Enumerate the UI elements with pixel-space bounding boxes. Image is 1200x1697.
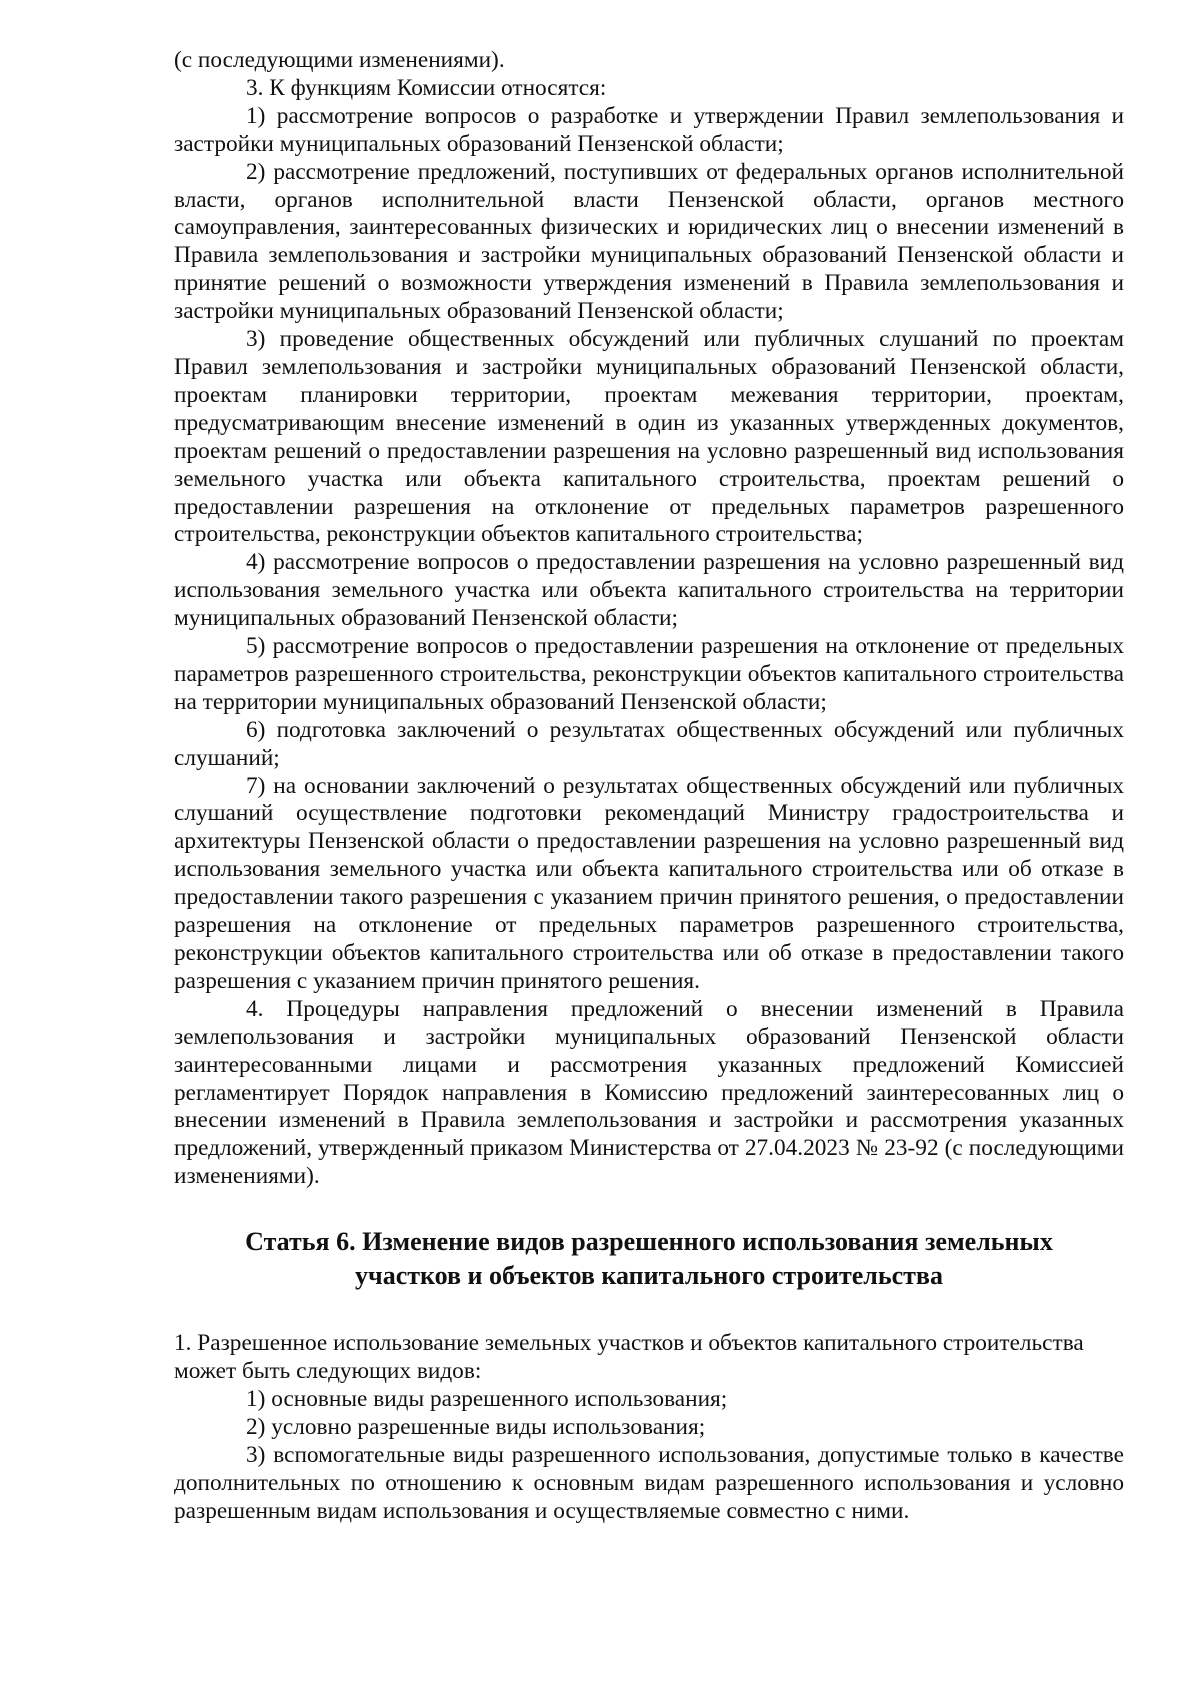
article-6-section bbox=[174, 1330, 1124, 1525]
list-item: 2) условно разрешенные виды использования; bbox=[246, 1413, 706, 1440]
list-item: 4) рассмотрение вопросов о предоставлении разрешения на условно разрешенный вид использования земельного участка или объекта капитального строительства на территории муниципальных образований Пензенской области; bbox=[174, 549, 1124, 632]
paragraph: (с последующими изменениями). bbox=[174, 47, 505, 73]
list-item: 3) вспомогательные виды разрешенного использования, допустимые только в качестве дополнительных по отношению к основным видам разрешенного использования и условно разрешенным видам использования и осуществляемые совместно с ними. bbox=[174, 1441, 1124, 1524]
paragraph: 4. Процедуры направления предложений о внесении изменений в Правила землепользования и застройки муниципальных образований Пензенской области заинтересованными лицами и рассмотрения указанных предложений Комиссией регламентирует Порядок направления в Комиссию предложений заинтересованных лиц о внесении изменений в Правила землепользования и застройки и рассмотрения указанных предложений, утвержденный приказом Министерства от 27.04.2023 № 23-92 (с последующими изменениями). bbox=[174, 995, 1124, 1190]
functions-section bbox=[174, 47, 1124, 1191]
spacer bbox=[174, 1293, 1124, 1330]
list-item: 6) подготовка заключений о результатах общественных обсуждений или публичных слушаний; bbox=[174, 716, 1124, 771]
list-item: 1) рассмотрение вопросов о разработке и утверждении Правил землепользования и застройки муниципальных образований Пензенской области; bbox=[174, 102, 1124, 157]
list-item: 2) рассмотрение предложений, поступивших от федеральных органов исполнительной власти, органов исполнительной власти Пензенской области, органов местного самоуправления, заинтересованных физических и юридических лиц о внесении изменений в Правила землепользования и застройки муниципальных образований Пензенской области и принятие решений о возможности утверждения изменений в Правила землепользования и застройки муниципальных образований Пензенской области; bbox=[174, 158, 1124, 325]
document-body bbox=[174, 47, 1124, 1526]
list-item: 5) рассмотрение вопросов о предоставлении разрешения на отклонение от предельных параметров разрешенного строительства, реконструкции объектов капитального строительства на территории муниципальных образований Пензенской области; bbox=[174, 633, 1124, 715]
list-item: 3) проведение общественных обсуждений или публичных слушаний по проектам Правил землепользования и застройки муниципальных образований Пензенской области, проектам планировки территории, проектам межевания территории, проектам, предусматривающим внесение изменений в один из указанных утвержденных документов, проектам решений о предоставлении разрешения на условно разрешенный вид использования земельного участка или объекта капитального строительства, проектам решений о предоставлении разрешения на отклонение от предельных параметров разрешенного строительства, реконструкции объектов капитального строительства; bbox=[174, 326, 1124, 548]
article-heading: Статья 6. Изменение видов разрешенного использования земельных участков и объектов капитального строительства bbox=[245, 1227, 1053, 1291]
paragraph: 1. Разрешенное использование земельных участков и объектов капитального строительства может быть следующих видов: bbox=[174, 1330, 1084, 1385]
paragraph: 3. К функциям Комиссии относятся: bbox=[246, 74, 607, 101]
list-item: 7) на основании заключений о результатах общественных обсуждений или публичных слушаний осуществление подготовки рекомендаций Министру градостроительства и архитектуры Пензенской области о предоставлении разрешения на условно разрешенный вид использования земельного участка или объекта капитального строительства или об отказе в предоставлении такого разрешения с указанием причин принятого решения, о предоставлении разрешения на отклонение от предельных параметров разрешенного строительства, реконструкции объектов капитального строительства или об отказе в предоставлении такого разрешения с указанием причин принятого решения. bbox=[174, 772, 1124, 994]
list-item: 1) основные виды разрешенного использования; bbox=[246, 1385, 728, 1412]
